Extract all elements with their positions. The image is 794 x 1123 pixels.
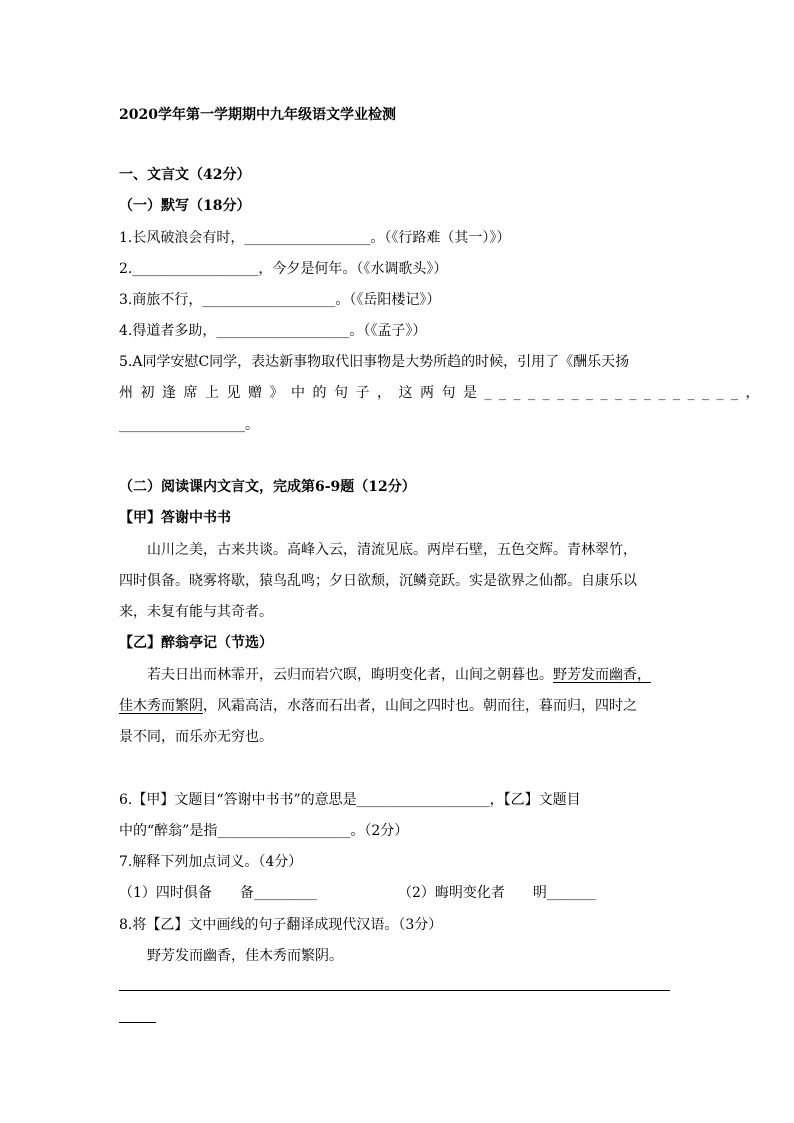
- question-7: 7.解释下列加点词义。（4分）: [119, 854, 303, 870]
- underlined-sentence-part-1: 野芳发而幽香，: [553, 667, 651, 683]
- passage-jia-line-3: 来，未复有能与其奇者。: [119, 604, 273, 620]
- section-heading-reading: （二）阅读课内文言文，完成第6-9题（12分）: [119, 479, 416, 495]
- passage-jia-line-1: 山川之美，古来共谈。高峰入云，清流见底。两岸石壁，五色交辉。青林翠竹，: [147, 542, 637, 558]
- question-7-item-1: （1）四时俱备 备_________: [119, 885, 317, 901]
- question-5-line-3: __________________。: [119, 417, 259, 433]
- passage-jia-title: 【甲】答谢中书书: [119, 510, 231, 526]
- passage-yi-line-2-plain: ，风霜高洁，水落而石出者，山间之四时也。朝而往，暮而归，四时之: [203, 698, 637, 714]
- question-5-line-1: 5.A同学安慰C同学，表达新事物取代旧事物是大势所趋的时候，引用了《酬乐天扬: [119, 354, 630, 370]
- question-6-line-1: 6.【甲】文题目“答谢中书书”的意思是___________________，【乙】文题目: [119, 792, 581, 808]
- question-3: 3.商旅不行，___________________。（《岳阳楼记》）: [119, 292, 441, 308]
- question-1: 1.长风破浪会有时，__________________。（《行路难（其一）》）: [119, 230, 511, 246]
- passage-yi-title: 【乙】醉翁亭记（节选）: [119, 635, 273, 651]
- question-7-item-2: （2）晦明变化者 明_______: [398, 885, 596, 901]
- question-8: 8.将【乙】文中画线的句子翻译成现代汉语。（3分）: [119, 917, 443, 933]
- question-2: 2.__________________，今夕是何年。（《水调歌头》）: [119, 261, 448, 277]
- passage-yi-line-1-plain: 若夫日出而林霏开，云归而岩穴暝，晦明变化者，山间之朝暮也。: [147, 667, 553, 683]
- question-4: 4.得道者多助，___________________。（《孟子》）: [119, 323, 427, 339]
- exam-title: 2020学年第一学期期中九年级语文学业检测: [119, 107, 396, 123]
- question-8-sentence: 野芳发而幽香，佳木秀而繁阴。: [147, 948, 343, 964]
- passage-yi-line-2: [119, 697, 637, 715]
- part-heading-dictation: （一）默写（18分）: [119, 198, 251, 214]
- answer-line-continued: [119, 1022, 156, 1023]
- passage-yi-line-3: 景不同，而乐亦无穷也。: [119, 729, 273, 745]
- passage-jia-line-2: 四时俱备。晓雾将歇，猿鸟乱鸣；夕日欲颓，沉鳞竞跃。实是欲界之仙都。自康乐以: [119, 573, 637, 589]
- question-5-line-2-text: 州初逢席上见赠》中的句子，这两句是__________________，: [119, 385, 767, 401]
- section-heading-classical-chinese: 一、文言文（42分）: [119, 167, 251, 183]
- question-6-line-2: 中的“醉翁”是指___________________。（2分）: [119, 823, 409, 839]
- underlined-sentence-part-2: 佳木秀而繁阴: [119, 698, 203, 714]
- answer-line: [119, 990, 670, 991]
- passage-yi-line-1: [147, 666, 651, 684]
- question-5-line-2: [119, 384, 767, 402]
